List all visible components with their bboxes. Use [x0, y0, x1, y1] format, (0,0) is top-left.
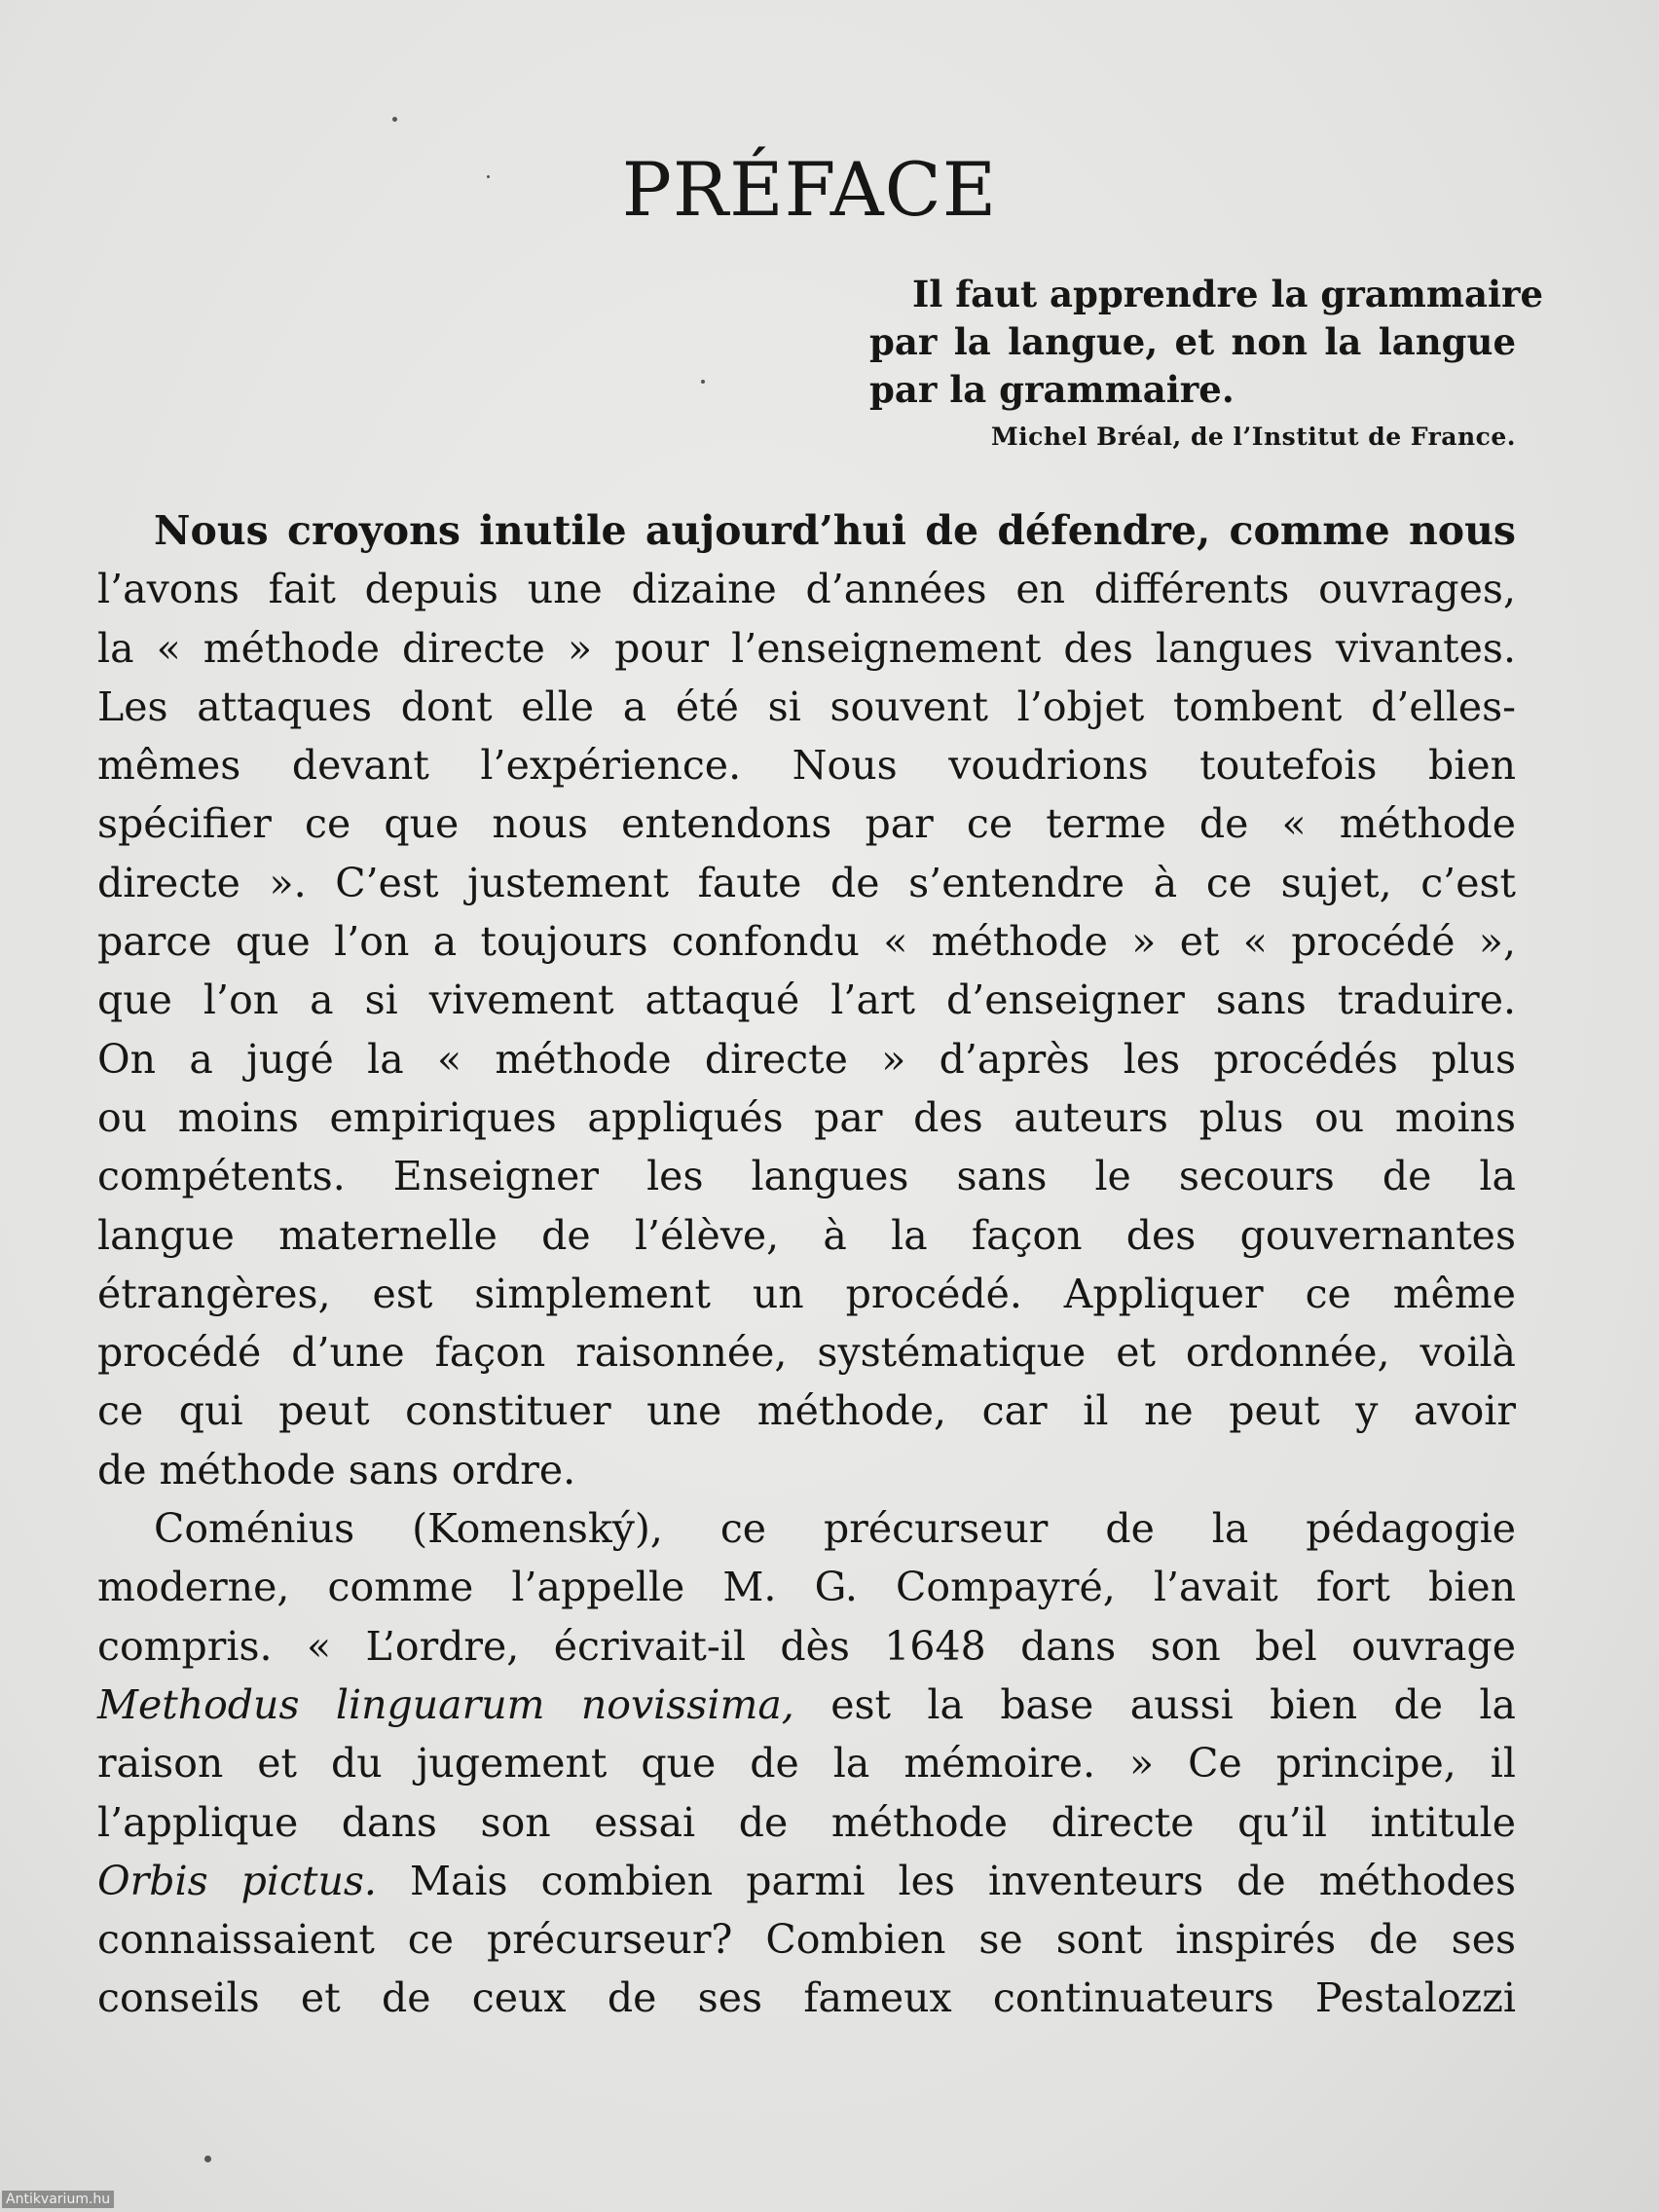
text-line [97, 1852, 1516, 1910]
paper-speck [701, 380, 705, 384]
text-line: la « méthode directe » pour l’enseignement des langues vivantes. [97, 624, 1516, 672]
paper-speck [392, 117, 397, 122]
text-line: ou moins empiriques appliqués par des auteurs plus ou moins [97, 1093, 1516, 1141]
text-line: On a jugé la « méthode directe » d’après les procédés plus [97, 1035, 1516, 1083]
text-line: mêmes devant l’expérience. Nous voudrions toutefois bien [97, 742, 1516, 790]
text-line: de méthode sans ordre. [97, 1446, 576, 1493]
watermark: Antikvarium.hu [2, 2191, 114, 2208]
text-line [97, 1676, 1516, 1734]
epigraph [869, 271, 1544, 414]
text-line: compris. « L’ordre, écrivait-il dès 1648 dans son bel ouvrage [97, 1622, 1516, 1670]
text-line: l’applique dans son essai de méthode directe qu’il intitule [97, 1798, 1516, 1846]
epigraph-line: par la grammaire. [869, 368, 1235, 411]
text-line: Coménius (Komenský), ce précurseur de la pédagogie [154, 1505, 1516, 1553]
text-line: raison et du jugement que de la mémoire. » Ce principe, il [97, 1740, 1516, 1788]
epigraph-line: Il faut apprendre la grammaire [912, 273, 1544, 315]
text-line: parce que l’on a toujours confondu « méthode » et « procédé », [97, 918, 1516, 966]
paper-speck [487, 175, 490, 178]
text-line: langue maternelle de l’élève, à la façon des gouvernantes [97, 1211, 1516, 1259]
text-line: compétents. Enseigner les langues sans le secours de la [97, 1153, 1516, 1200]
epigraph-attribution: Michel Bréal, de l’Institut de France. [990, 423, 1516, 451]
text-line: Les attaques dont elle a été si souvent l’objet tombent d’elles- [97, 682, 1516, 730]
page-title: PRÉFACE [621, 146, 998, 233]
body-text [97, 501, 1516, 2028]
book-title-italic: Orbis pictus. [97, 1857, 377, 1904]
text-line: que l’on a si vivement attaqué l’art d’enseigner sans traduire. [97, 977, 1516, 1024]
text-line: conseils et de ceux de ses fameux continuateurs Pestalozzi [97, 1974, 1516, 2022]
text-line: spécifier ce que nous entendons par ce terme de « méthode [97, 800, 1516, 848]
epigraph-line: par la langue, et non la langue [869, 320, 1516, 363]
book-title-italic: Methodus linguarum novissima, [97, 1680, 794, 1728]
text-line: l’avons fait depuis une dizaine d’années en différents ouvrages, [97, 566, 1516, 613]
text-fragment: Mais combien parmi les inventeurs de méthodes [409, 1857, 1516, 1904]
text-line: directe ». C’est justement faute de s’entendre à ce sujet, c’est [97, 859, 1516, 906]
text-line: connaissaient ce précurseur? Combien se sont inspirés de ses [97, 1916, 1516, 1964]
text-line: étrangères, est simplement un procédé. Appliquer ce même [97, 1270, 1516, 1317]
text-fragment: est la base aussi bien de la [830, 1680, 1516, 1728]
text-line: Nous croyons inutile aujourd’hui de défendre, comme nous [154, 507, 1516, 554]
paper-speck [204, 2156, 211, 2162]
text-line: ce qui peut constituer une méthode, car il ne peut y avoir [97, 1387, 1516, 1435]
text-line: moderne, comme l’appelle M. G. Compayré, l’avait fort bien [97, 1564, 1516, 1611]
text-line: procédé d’une façon raisonnée, systématique et ordonnée, voilà [97, 1329, 1516, 1377]
